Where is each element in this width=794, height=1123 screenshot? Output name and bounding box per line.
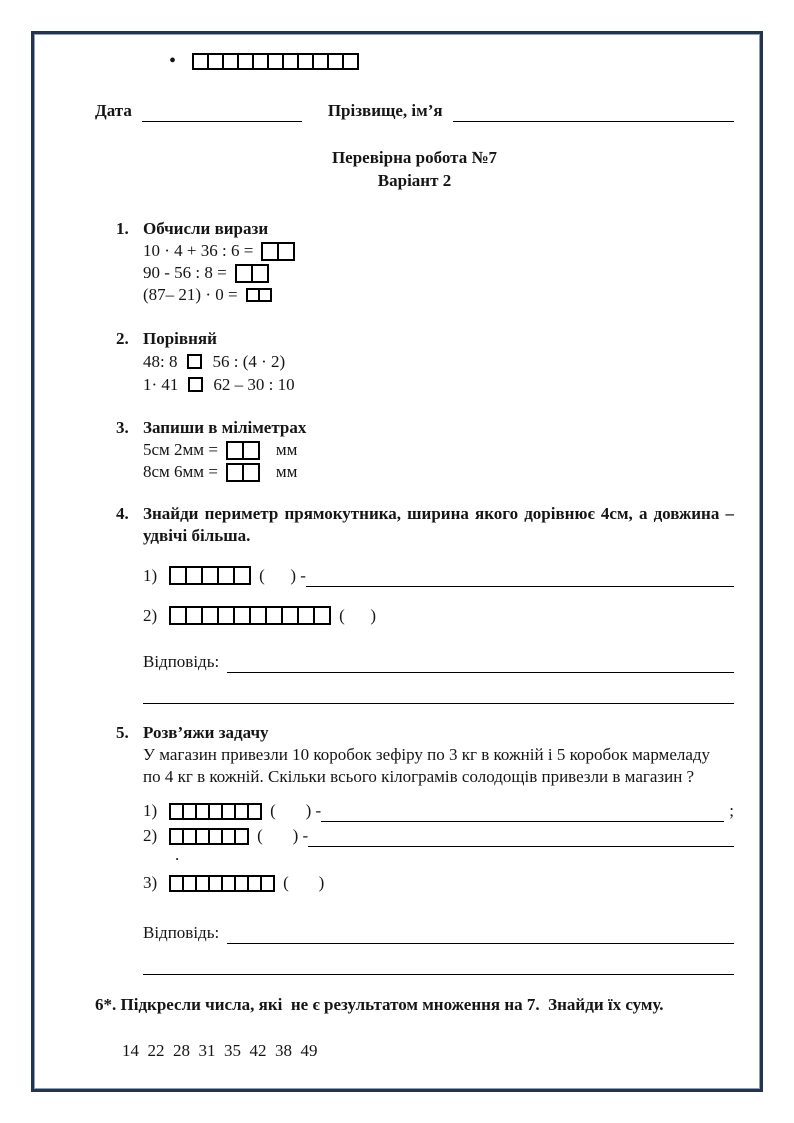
answer-label: Відповідь: xyxy=(143,923,220,942)
answer-underline xyxy=(227,648,734,673)
answer-box xyxy=(242,463,260,482)
mm-row xyxy=(143,439,734,461)
task-number: 3. xyxy=(116,418,129,437)
comparison-right: 56 : (4 · 2) xyxy=(212,351,286,371)
task-number: 2. xyxy=(116,329,129,348)
worksheet-titles xyxy=(95,146,734,192)
semicolon-text: ; xyxy=(729,801,734,820)
worksheet-variant: Варіант 2 xyxy=(377,171,452,190)
comparison-box xyxy=(187,354,202,369)
answer-box xyxy=(242,441,260,460)
task-title: Обчисли вирази xyxy=(143,219,269,238)
worksheet-page xyxy=(95,48,734,1062)
answer-box xyxy=(260,875,275,892)
answer-boxes xyxy=(226,441,260,460)
step-row xyxy=(143,870,734,894)
task-text: У магазин привезли 10 коробок зефіру по 3 кг в кожній і 5 коробок мармеладу по 4 кг в кожній. Скільки всього кілограмів солодощів привезли в магазин ? xyxy=(143,745,711,786)
task-list xyxy=(95,218,734,1062)
answer-label: Відповідь: xyxy=(143,652,220,671)
expression-row xyxy=(143,284,734,306)
date-name-row xyxy=(95,98,734,122)
answer-underline xyxy=(308,824,734,847)
bullet-row xyxy=(169,48,734,74)
paren-text: ( ) - xyxy=(257,826,309,845)
step-label: 3) xyxy=(143,873,158,892)
task-body xyxy=(143,218,734,306)
task-6 xyxy=(95,993,734,1016)
answer-boxes xyxy=(226,463,260,482)
answer-boxes xyxy=(169,803,262,820)
expression-text: 10 · 4 + 36 : 6 = xyxy=(143,241,254,260)
answer-box xyxy=(247,803,262,820)
name-label: Прізвище, ім’я xyxy=(327,101,443,120)
task-number: 4. xyxy=(116,504,129,523)
name-underline xyxy=(453,121,734,122)
task-body xyxy=(143,503,734,704)
answer-underline xyxy=(306,562,734,587)
answer-continuation-line xyxy=(143,673,734,704)
step-row xyxy=(143,561,734,587)
answer-box xyxy=(342,53,359,70)
paren-text: ( ) - xyxy=(270,801,322,820)
task-title: Порівняй xyxy=(143,329,217,348)
step-label: 2) xyxy=(143,826,158,845)
comparison-box xyxy=(188,377,203,392)
comparison-left: 48: 8 xyxy=(143,351,178,371)
unit-label: мм xyxy=(275,462,298,481)
comparison-right: 62 – 30 : 10 xyxy=(213,374,295,394)
answer-boxes xyxy=(169,566,251,585)
date-label: Дата xyxy=(95,101,132,120)
answer-box xyxy=(233,566,251,585)
comparison-row xyxy=(143,350,734,373)
paren-text: ( ) xyxy=(283,873,325,892)
task-title: Розв’яжи задачу xyxy=(143,723,269,742)
mm-row xyxy=(143,461,734,483)
paren-text: ( ) xyxy=(339,606,376,625)
answer-boxes xyxy=(169,606,331,625)
step-label: 2) xyxy=(143,606,158,625)
task-number: 6*. xyxy=(95,995,117,1014)
answer-boxes xyxy=(246,288,272,302)
expression-row xyxy=(143,240,734,262)
answer-box xyxy=(313,606,331,625)
task-5 xyxy=(116,722,734,975)
answer-underline xyxy=(321,799,724,822)
expression-text: 90 - 56 : 8 = xyxy=(143,263,227,282)
answer-continuation-line xyxy=(143,944,734,975)
comparison-row xyxy=(143,373,734,396)
step-row xyxy=(143,823,734,847)
task-1 xyxy=(116,218,734,306)
answer-boxes xyxy=(169,828,249,845)
answer-box xyxy=(251,264,269,283)
task-number: 1. xyxy=(116,219,129,238)
unit-label: мм xyxy=(275,440,298,459)
answer-boxes xyxy=(235,264,269,283)
step-row xyxy=(143,798,734,822)
task-title: Запиши в міліметрах xyxy=(143,418,307,437)
task-body xyxy=(143,417,734,483)
paren-text: ( ) - xyxy=(259,566,306,585)
answer-box xyxy=(234,828,249,845)
expression-text: (87– 21) · 0 = xyxy=(143,285,238,304)
top-answer-boxes xyxy=(192,53,359,70)
answer-underline xyxy=(227,919,734,944)
step-row xyxy=(143,601,734,627)
date-underline xyxy=(142,121,302,122)
task-body xyxy=(143,328,734,396)
numbers-row: 14 22 28 31 35 42 38 49 xyxy=(122,1041,318,1060)
expression-row xyxy=(143,262,734,284)
task-2 xyxy=(116,328,734,396)
step-label: 1) xyxy=(143,566,158,585)
stray-period: . xyxy=(175,845,180,864)
answer-boxes xyxy=(261,242,295,261)
answer-box xyxy=(277,242,295,261)
answer-box xyxy=(258,288,272,302)
mm-text: 5см 2мм = xyxy=(143,440,218,459)
task-4 xyxy=(116,503,734,704)
answer-row xyxy=(143,918,734,944)
step-label: 1) xyxy=(143,801,158,820)
answer-row xyxy=(143,647,734,673)
task-title: Підкресли числа, які не є результатом множення на 7. Знайди їх суму. xyxy=(120,995,664,1014)
task-body xyxy=(143,722,734,975)
worksheet-title: Перевірна робота №7 xyxy=(331,148,498,167)
bullet-dot: • xyxy=(169,50,177,72)
answer-boxes xyxy=(169,875,275,892)
task-number: 5. xyxy=(116,723,129,742)
task-title: Знайди периметр прямокутника, ширина якого дорівнює 4см, а довжина – удвічі більша. xyxy=(143,504,734,545)
comparison-left: 1· 41 xyxy=(143,374,179,394)
mm-text: 8см 6мм = xyxy=(143,462,218,481)
task-3 xyxy=(116,417,734,483)
